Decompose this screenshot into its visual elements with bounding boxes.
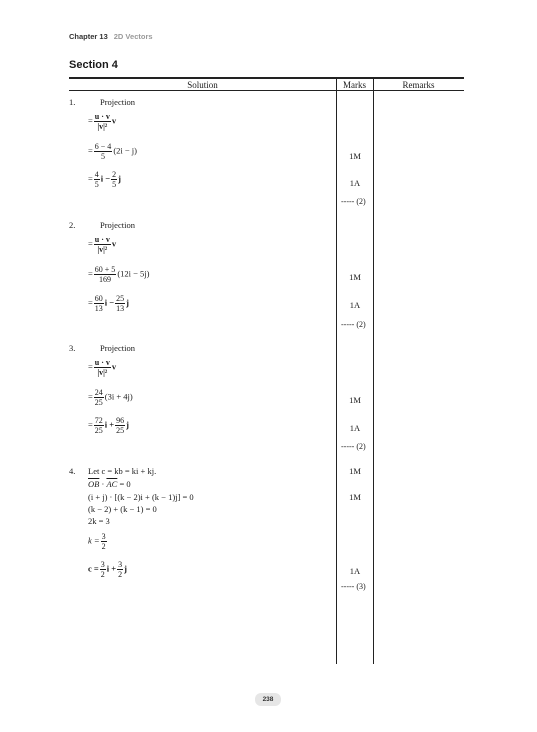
- q4-k-num: 3: [101, 532, 106, 541]
- q1-f3b-tail: j: [118, 173, 121, 184]
- q3-f1-den: |v|²: [97, 368, 108, 377]
- q2-mark-1: 1M: [349, 272, 361, 282]
- remarks-header: Remarks: [402, 80, 435, 90]
- q3-mark-1: 1M: [349, 395, 361, 405]
- q2-f2-tail: (12i − 5j): [117, 268, 150, 279]
- q3-label: Projection: [100, 343, 135, 353]
- q2-f1-num: u · v: [94, 235, 110, 244]
- q2-f1-tail: v: [111, 238, 117, 249]
- q1-mark-1: 1M: [349, 151, 361, 161]
- q4-total: ----- (3): [341, 582, 366, 591]
- q4-number: 4.: [69, 466, 76, 476]
- q4-cb-num: 3: [118, 560, 123, 569]
- q4-line1: Let c = kb = ki + kj.: [88, 466, 157, 476]
- q3-number: 3.: [69, 343, 76, 353]
- q3-step3: = $\frac{72}{25}$ i + $\frac{96}{25}$ j: [88, 416, 129, 435]
- q1-f3b-num: 2: [112, 170, 117, 179]
- q3-f3a-den: 25: [94, 426, 103, 435]
- q4-line3: (i + j) · [(k − 2)i + (k − 1)j] = 0: [88, 492, 194, 502]
- q2-step3: = $\frac{60}{13}$ i − $\frac{25}{13}$ j: [88, 294, 129, 313]
- q4-mark-2: 1M: [349, 492, 361, 502]
- q4-vec-ob: $\overline{OB}$: [88, 479, 100, 489]
- q2-total: ----- (2): [341, 320, 366, 329]
- q4-line2: [88, 479, 131, 489]
- solution-header: Solution: [187, 80, 218, 90]
- q4-ca-tail: i +: [106, 563, 117, 574]
- q3-mark-2: 1A: [349, 423, 361, 433]
- chapter-label: Chapter 13: [69, 32, 108, 41]
- page-number: 238: [255, 693, 281, 706]
- q1-mark-2: 1A: [349, 178, 361, 188]
- q1-f1-tail: v: [111, 115, 117, 126]
- q4-ca-num: 3: [100, 560, 105, 569]
- q1-total: ----- (2): [341, 197, 366, 206]
- q3-f3b-num: 96: [116, 416, 125, 425]
- section-title: Section 4: [69, 59, 118, 71]
- q2-mark-2: 1A: [349, 300, 361, 310]
- q1-number: 1.: [69, 97, 76, 107]
- marks-left-border: [336, 77, 337, 664]
- q3-total: ----- (2): [341, 442, 366, 451]
- q3-f1-num: u · v: [94, 358, 110, 367]
- q4-line5: 2k = 3: [88, 516, 110, 526]
- q4-dot: ·: [99, 479, 107, 489]
- q2-step2: = $\frac{60 + 5}{169}$ (12i − 5j): [88, 265, 150, 284]
- q4-k-lhs: k =: [88, 535, 100, 546]
- q3-f2-tail: (3i + 4j): [104, 391, 133, 402]
- q1-f3a-tail: i −: [100, 173, 111, 184]
- q4-mark-1: 1M: [349, 466, 361, 476]
- q1-step3: = $\frac{4}{5}$ i − $\frac{2}{5}$ j: [88, 170, 121, 189]
- q3-f2-num: 24: [94, 388, 103, 397]
- q1-f2-den: 5: [101, 152, 106, 161]
- q3-f3b-den: 25: [116, 426, 125, 435]
- q2-f3b-tail: j: [126, 297, 129, 308]
- q1-f3a-den: 5: [94, 180, 99, 189]
- q3-f3b-tail: j: [126, 419, 129, 430]
- q2-f2-den: 169: [99, 275, 112, 284]
- q2-number: 2.: [69, 220, 76, 230]
- q1-f1-num: u · v: [94, 112, 110, 121]
- q4-c-lhs: c =: [88, 563, 99, 574]
- marks-right-border: [373, 77, 374, 664]
- q4-ca-den: 2: [100, 570, 105, 579]
- q1-step2: = $\frac{6 - 4}{5}$ (2i − j): [88, 142, 137, 161]
- q1-f1-den: |v|²: [97, 122, 108, 131]
- table-top-rule: [69, 77, 464, 79]
- q4-k-den: 2: [101, 542, 106, 551]
- q4-eq-zero: = 0: [117, 479, 131, 489]
- q1-f3a-num: 4: [94, 170, 99, 179]
- q4-line4: (k − 2) + (k − 1) = 0: [88, 504, 157, 514]
- q2-f3b-den: 13: [116, 304, 125, 313]
- q2-f1-den: |v|²: [97, 245, 108, 254]
- q2-label: Projection: [100, 220, 135, 230]
- q2-f3b-num: 25: [116, 294, 125, 303]
- q2-f3a-tail: i −: [104, 297, 115, 308]
- q3-f3a-tail: i +: [104, 419, 115, 430]
- q2-f3a-den: 13: [94, 304, 103, 313]
- q1-step1: = $\frac{u \cdot v}{\text{|v|²}}$ v: [88, 112, 117, 131]
- marks-header: Marks: [343, 80, 366, 90]
- q2-f3a-num: 60: [94, 294, 103, 303]
- table-header-rule: [69, 90, 464, 91]
- chapter-topic: 2D Vectors: [113, 32, 153, 41]
- q4-mark-3: 1A: [349, 566, 361, 576]
- chapter-header: [69, 32, 153, 41]
- q4-cb-tail: j: [124, 563, 127, 574]
- q4-cb-den: 2: [118, 570, 123, 579]
- q3-f3a-num: 72: [94, 416, 103, 425]
- q4-k-value: [88, 532, 108, 551]
- q1-f2-num: 6 − 4: [94, 142, 112, 151]
- q2-f2-num: 60 + 5: [94, 265, 116, 274]
- q3-step2: = $\frac{24}{25}$ (3i + 4j): [88, 388, 133, 407]
- q3-f2-den: 25: [94, 398, 103, 407]
- q2-step1: = $\frac{u \cdot v}{\text{|v|²}}$ v: [88, 235, 117, 254]
- q4-c-value: [88, 560, 127, 579]
- q1-label: Projection: [100, 97, 135, 107]
- q3-f1-tail: v: [111, 361, 117, 372]
- q1-f3b-den: 5: [112, 180, 117, 189]
- q1-f2-tail: (2i − j): [113, 145, 137, 156]
- q3-step1: = $\frac{u \cdot v}{\text{|v|²}}$ v: [88, 358, 117, 377]
- q4-vec-ac: $\overline{AC}$: [106, 479, 118, 489]
